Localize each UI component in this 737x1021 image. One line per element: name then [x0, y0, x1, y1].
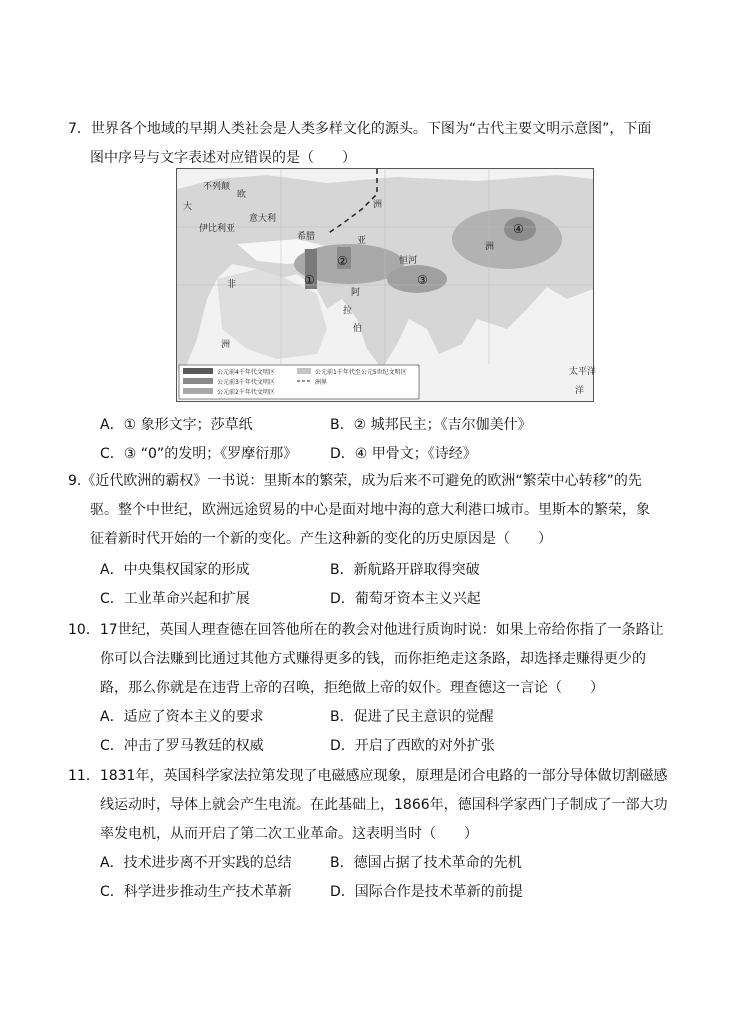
question-9-line-1: 9.《近代欧洲的霸权》一书说：里斯本的繁荣，成为后来不可避免的欧洲“繁荣中心转移”的先: [68, 473, 642, 489]
map-label-da: 大: [183, 202, 193, 212]
map-label-zhou-3: 洲: [221, 340, 231, 350]
question-7-line-2: 图中序号与文字表述对应错误的是（ ）: [90, 150, 356, 166]
question-9: [68, 467, 668, 554]
q9-option-a[interactable]: A．中央集权国家的形成: [100, 562, 250, 578]
map-label-ganges: 恒河: [399, 256, 418, 266]
map-label-yang: 洋: [575, 386, 585, 396]
map-label-zhou-1: 洲: [373, 200, 383, 210]
legend-2nd-millennium-bc: 公元前2千年代文明区: [217, 389, 275, 396]
legend-4th-millennium-bc: 公元前4千年代文明区: [217, 369, 275, 376]
question-10-line-3: 路，那么你就是在违背上帝的召唤，拒绝做上帝的奴仆。理查德这一言论（ ）: [100, 680, 604, 696]
q11-option-d[interactable]: D．国际合作是技术革新的前提: [330, 884, 523, 900]
q10-option-b[interactable]: B．促进了民主意识的觉醒: [330, 709, 494, 725]
q10-option-d[interactable]: D．开启了西欧的对外扩张: [330, 738, 495, 754]
map-marker-4: ④: [513, 222, 524, 236]
question-9-options: [100, 556, 660, 614]
question-11-line-2: 线运动时，导体上就会产生电流。在此基础上，1866年，德国科学家西门子制成了一部大功: [100, 797, 668, 813]
map-legend: [179, 365, 419, 399]
map-label-a: 阿: [351, 288, 361, 298]
map-label-bo: 伯: [353, 324, 363, 334]
q7-option-a[interactable]: A．① 象形文字；莎草纸: [100, 417, 253, 433]
question-7-options: [100, 411, 660, 469]
q10-option-c[interactable]: C．冲击了罗马教廷的权威: [100, 738, 264, 754]
question-9-line-3: 征着新时代开始的一个新的变化。产生这种新的变化的历史原因是（ ）: [90, 531, 552, 547]
question-7: [68, 115, 668, 173]
map-marker-2: ②: [337, 254, 348, 268]
q7-option-d[interactable]: D．④ 甲骨文；《诗经》: [330, 446, 477, 462]
map-marker-3: ③: [417, 273, 428, 287]
question-9-line-2: 驱。整个中世纪，欧洲远途贸易的中心是面对地中海的意大利港口城市。里斯本的繁荣，象: [90, 502, 650, 518]
map-marker-1: ①: [304, 273, 315, 287]
question-7-line-1: 7．世界各个地域的早期人类社会是人类多样文化的源头。下图为“古代主要文明示意图”，下面: [68, 121, 652, 137]
legend-continental-boundary: 洲界: [315, 379, 328, 386]
question-10-line-2: 你可以合法赚到比通过其他方式赚得更多的钱，而你拒绝走这条路，却选择走赚得更少的: [100, 651, 646, 667]
legend-3rd-millennium-bc: 公元前3千年代文明区: [217, 379, 275, 386]
q11-option-a[interactable]: A．技术进步离不开实践的总结: [100, 855, 292, 871]
question-10: [68, 616, 668, 703]
question-11: [68, 762, 668, 849]
map-label-la: 拉: [343, 306, 353, 316]
q9-option-d[interactable]: D．葡萄牙资本主义兴起: [330, 591, 481, 607]
map-label-britain: 不列颠: [203, 182, 231, 192]
legend-1st-millennium-bc: 公元前1千年代至公元5世纪文明区: [315, 369, 407, 376]
q10-option-a[interactable]: A．适应了资本主义的要求: [100, 709, 264, 725]
q9-option-b[interactable]: B．新航路开辟取得突破: [330, 562, 480, 578]
map-label-greece: 希腊: [297, 232, 316, 242]
map-label-zhou-2: 洲: [485, 242, 495, 252]
map-label-iberia: 伊比利亚: [199, 224, 236, 234]
question-11-line-1: 11．1831年，英国科学家法拉第发现了电磁感应现象，原理是闭合电路的一部分导体做切割磁感: [68, 768, 668, 784]
map-label-pacific: 太平洋: [569, 367, 597, 377]
question-11-options: [100, 849, 660, 907]
q7-option-b[interactable]: B．② 城邦民主；《吉尔伽美什》: [330, 417, 532, 433]
map-label-ya: 亚: [357, 236, 367, 246]
question-10-options: [100, 703, 660, 761]
q9-option-c[interactable]: C．工业革命兴起和扩展: [100, 591, 250, 607]
question-10-line-1: 10．17世纪，英国人理查德在回答他所在的教会对他进行质询时说：如果上帝给你指了一条路让: [68, 622, 664, 638]
question-11-line-3: 率发电机，从而开启了第二次工业革命。这表明当时（ ）: [100, 826, 478, 842]
q7-option-c[interactable]: C．③ “0”的发明；《罗摩衍那》: [100, 446, 298, 462]
map-label-fei: 非: [227, 280, 237, 290]
ancient-civilizations-map: [176, 168, 597, 402]
map-label-ou: 欧: [237, 190, 247, 200]
q11-option-b[interactable]: B．德国占据了技术革命的先机: [330, 855, 522, 871]
map-label-italy: 意大利: [249, 214, 277, 224]
q11-option-c[interactable]: C．科学进步推动生产技术革新: [100, 884, 292, 900]
